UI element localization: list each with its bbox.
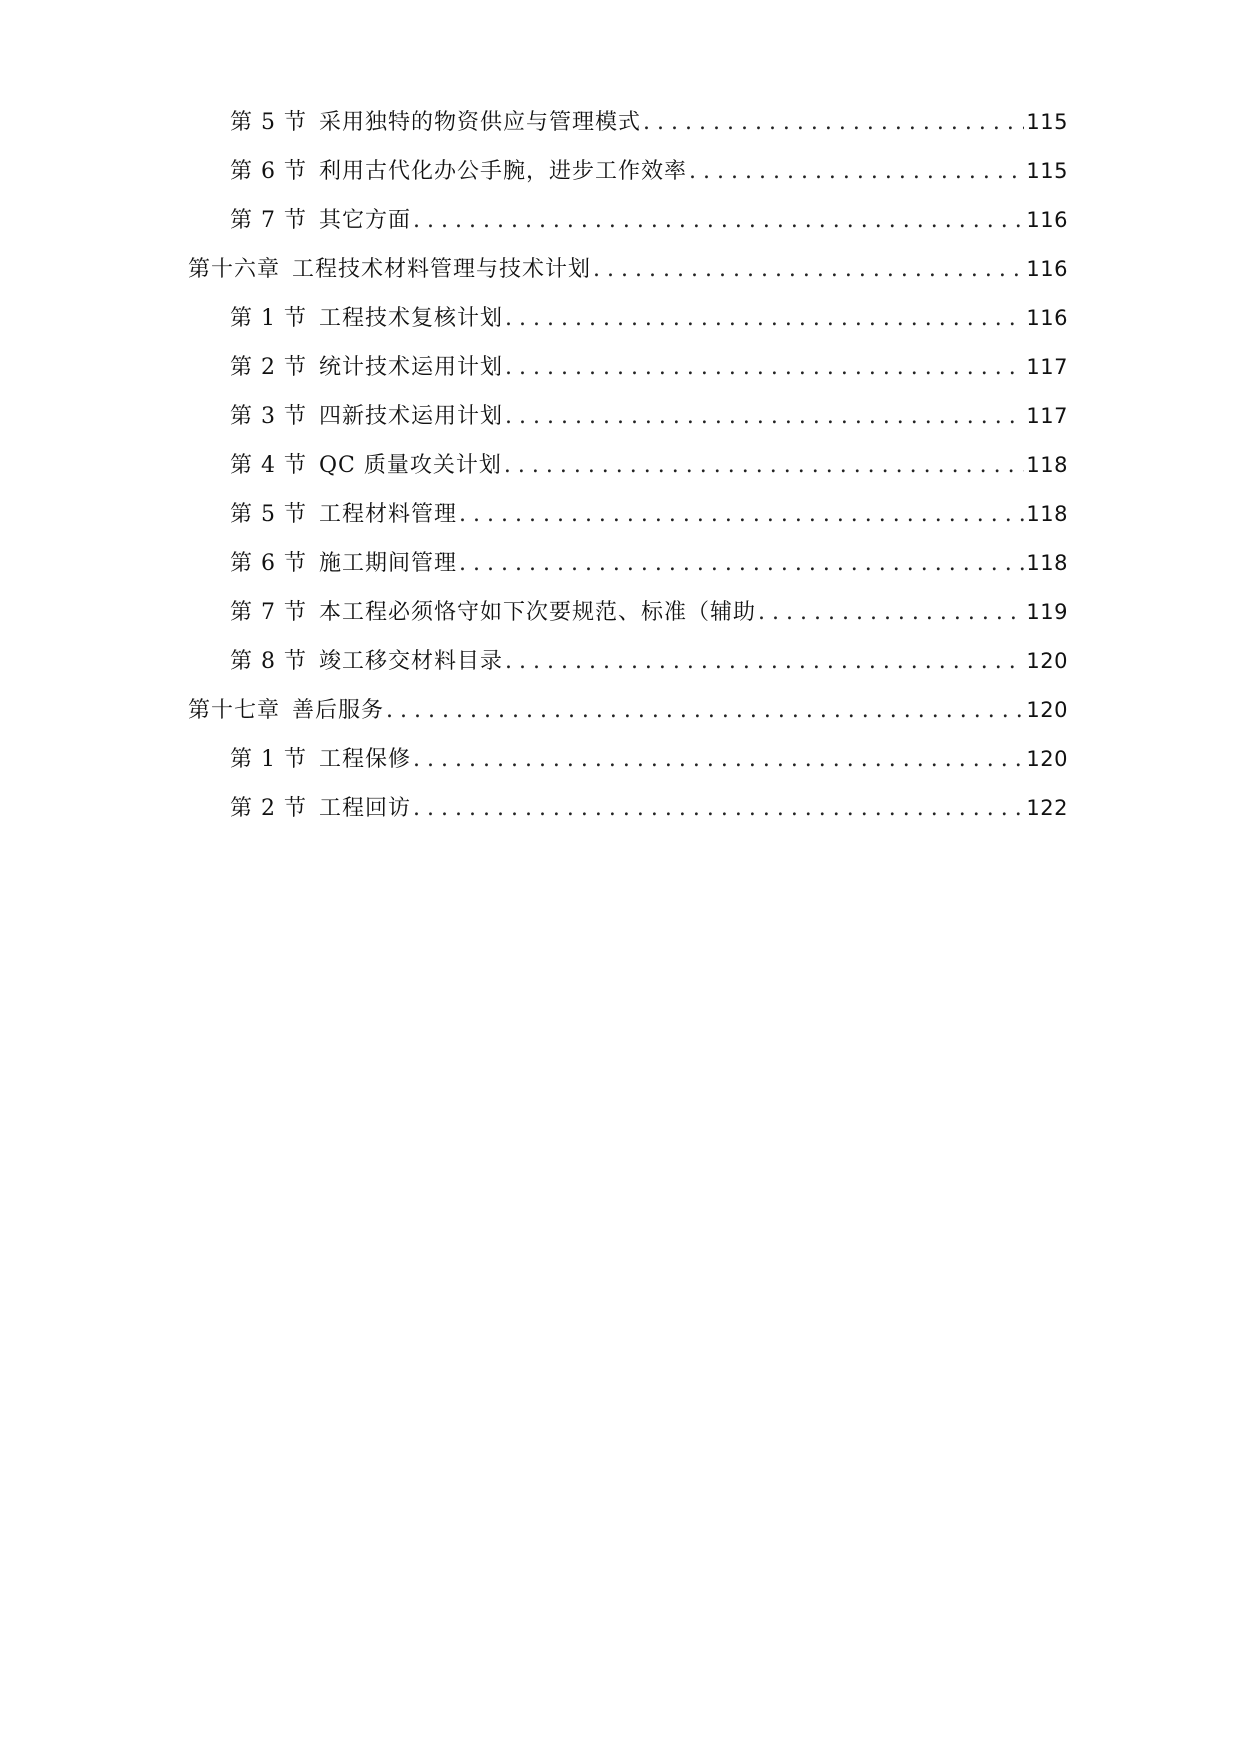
toc-entry-title: 工程回访 [318,796,411,821]
toc-page-number: 116 [1026,257,1068,281]
toc-entry-title: 四新技术运用计划 [318,404,503,429]
toc-page-number: 116 [1026,306,1068,330]
toc-entry-title: QC 质量攻关计划 [318,453,502,478]
toc-entry[interactable] [0,294,1241,343]
toc-entry-title: 竣工移交材料目录 [318,649,503,674]
toc-entry-title: 利用古代化办公手腕，进步工作效率 [318,159,687,184]
toc-entry[interactable] [0,343,1241,392]
toc-dot-leader [459,490,1024,539]
toc-chapter-entry[interactable] [0,686,1241,735]
toc-page-number: 120 [1026,698,1068,722]
toc-chapter-number: 第十七章 [188,698,281,723]
toc-entry[interactable] [0,784,1241,833]
toc-entry-title: 施工期间管理 [318,551,457,576]
toc-page-number: 117 [1026,355,1068,379]
toc-entry[interactable] [0,490,1241,539]
toc-dot-leader [593,245,1024,294]
toc-entry[interactable] [0,392,1241,441]
toc-page-number: 116 [1026,208,1068,232]
toc-entry-number: 第 6 节 [230,551,307,576]
toc-entry-number: 第 7 节 [230,600,307,625]
toc-dot-leader [689,147,1024,196]
toc-entry-title: 工程保修 [318,747,411,772]
toc-dot-leader [505,392,1024,441]
toc-entry-number: 第 6 节 [230,159,307,184]
toc-page-number: 115 [1026,159,1068,183]
toc-entry-number: 第 7 节 [230,208,307,233]
toc-dot-leader [643,98,1024,147]
toc-page-number: 122 [1026,796,1068,820]
toc-entry-title: 工程材料管理 [318,502,457,527]
toc-entry-title: 工程技术复核计划 [318,306,503,331]
toc-chapter-entry[interactable] [0,245,1241,294]
toc-entry-number: 第 8 节 [230,649,307,674]
toc-entry-number: 第 1 节 [230,306,307,331]
toc-entry-number: 第 3 节 [230,404,307,429]
toc-page-number: 118 [1026,453,1068,477]
toc-entry[interactable] [0,441,1241,490]
toc-entry-number: 第 2 节 [230,796,307,821]
toc-dot-leader [505,637,1024,686]
toc-chapter-title: 工程技术材料管理与技术计划 [292,257,592,282]
toc-entry-title: 其它方面 [318,208,411,233]
toc-dot-leader [413,196,1024,245]
toc-entry[interactable] [0,196,1241,245]
toc-dot-leader [758,588,1024,637]
toc-page-number: 118 [1026,551,1068,575]
toc-entry-number: 第 2 节 [230,355,307,380]
toc-chapter-number: 第十六章 [188,257,281,282]
toc-entry[interactable] [0,539,1241,588]
toc-entry-title: 统计技术运用计划 [318,355,503,380]
toc-dot-leader [459,539,1024,588]
toc-entry-number: 第 1 节 [230,747,307,772]
toc-page-number: 117 [1026,404,1068,428]
toc-entry[interactable] [0,588,1241,637]
toc-entry-number: 第 4 节 [230,453,307,478]
toc-entry-title: 本工程必须恪守如下次要规范、标准（辅助 [318,600,756,625]
toc-dot-leader [505,343,1024,392]
toc-dot-leader [413,784,1024,833]
toc-entry[interactable] [0,735,1241,784]
toc-entry[interactable] [0,147,1241,196]
toc-page-number: 119 [1026,600,1068,624]
toc-page-number: 120 [1026,649,1068,673]
toc-dot-leader [413,735,1024,784]
toc-page-number: 120 [1026,747,1068,771]
toc-page-number: 118 [1026,502,1068,526]
toc-entry-title: 采用独特的物资供应与管理模式 [318,110,641,135]
toc-entry-number: 第 5 节 [230,110,307,135]
toc-dot-leader [504,441,1025,490]
toc-entry[interactable] [0,98,1241,147]
toc-dot-leader [505,294,1024,343]
toc-chapter-title: 善后服务 [292,698,385,723]
table-of-contents [0,98,1241,833]
toc-dot-leader [386,686,1024,735]
toc-page-number: 115 [1026,110,1068,134]
toc-entry-number: 第 5 节 [230,502,307,527]
toc-entry[interactable] [0,637,1241,686]
